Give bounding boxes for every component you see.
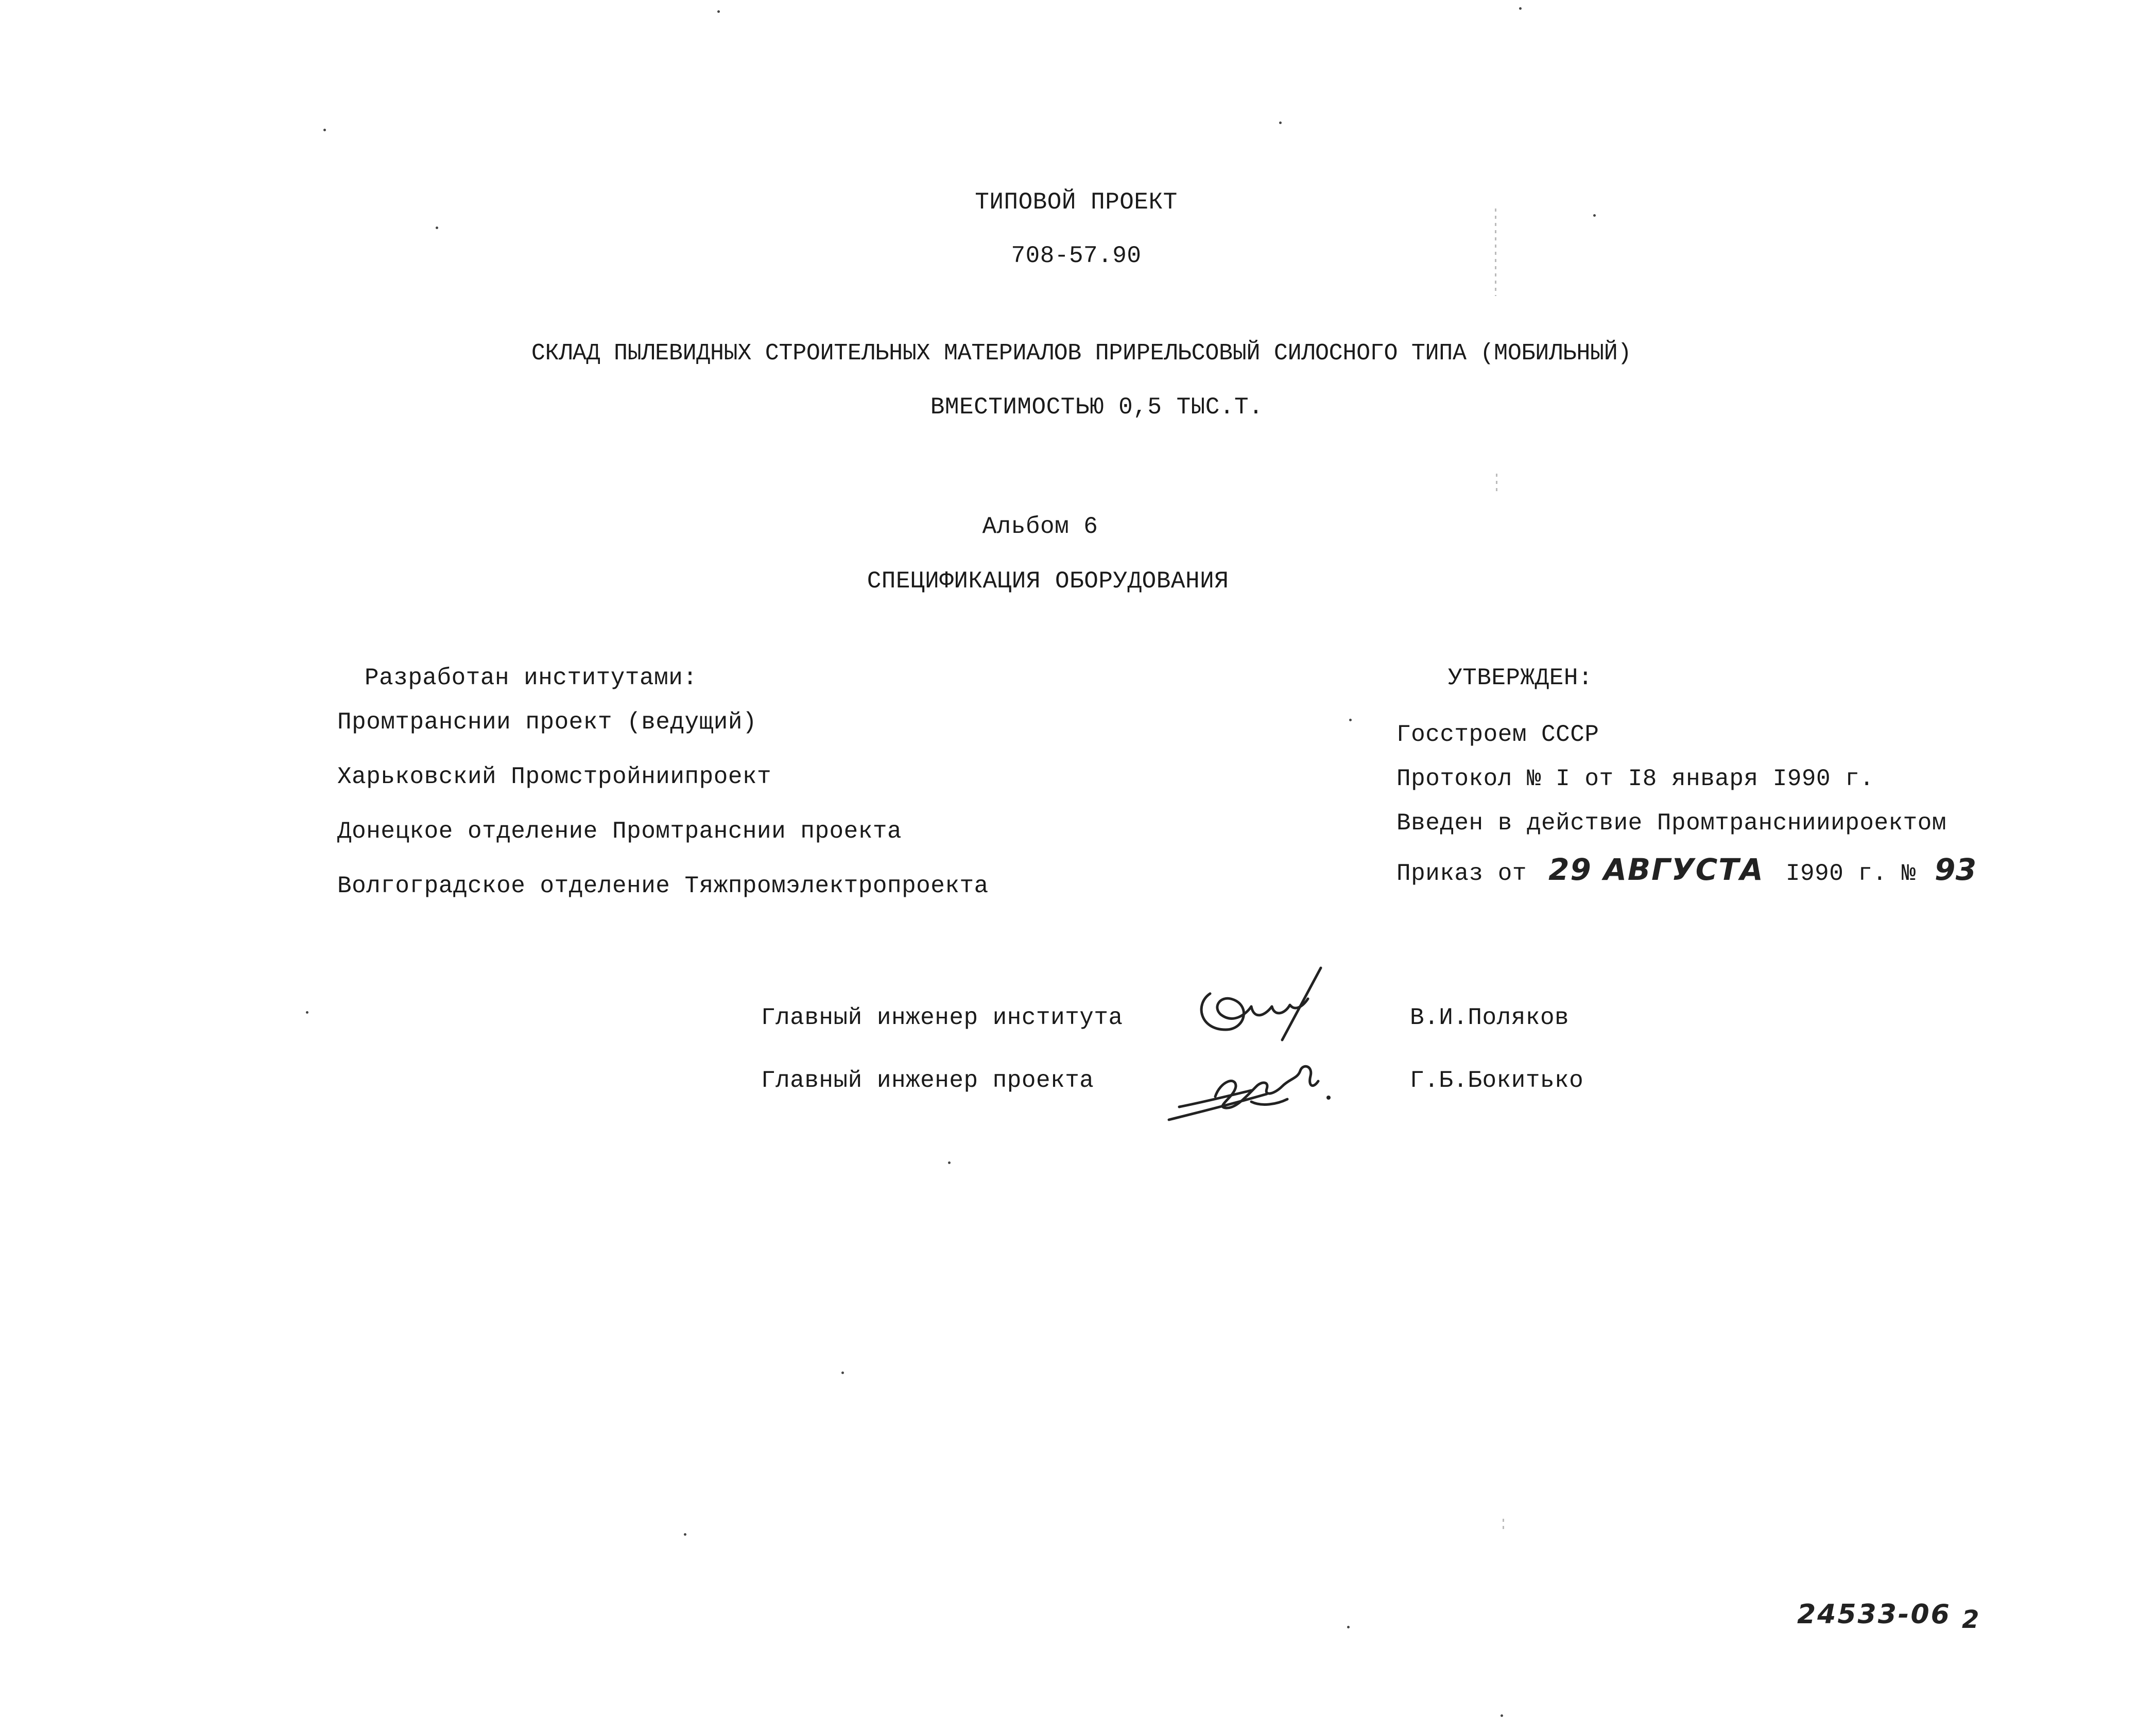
- institute-3: Донецкое отделение Промтранснии проекта: [337, 818, 902, 845]
- institute-1: Промтранснии проект (ведущий): [337, 709, 757, 736]
- order-prefix: Приказ от: [1396, 860, 1527, 887]
- scan-speck: [306, 1011, 308, 1014]
- order-date-handwritten: 29 АВГУСТА: [1548, 852, 1764, 887]
- institute-4: Волгоградское отделение Тяжпромэлектропроекта: [337, 873, 989, 899]
- page-number: 2: [1962, 1605, 1979, 1634]
- project-type: ТИПОВОЙ ПРОЕКТ: [975, 189, 1178, 216]
- scan-speck: [684, 1533, 686, 1536]
- developed-heading: Разработан институтами:: [365, 665, 698, 691]
- inventory-number: 24533-06: [1797, 1599, 1951, 1630]
- signature-mark-2: [1159, 1050, 1344, 1127]
- institute-2: Харьковский Промстройниипроект: [337, 763, 772, 790]
- signature-name-1: В.И.Поляков: [1410, 1004, 1570, 1031]
- scan-speck: [1501, 1714, 1503, 1717]
- scan-speck: [1279, 121, 1282, 124]
- scan-speck: [1347, 1626, 1350, 1628]
- approved-order: [1396, 852, 1977, 887]
- scan-speck: [717, 10, 720, 13]
- title-line-1: СКЛАД ПЫЛЕВИДНЫХ СТРОИТЕЛЬНЫХ МАТЕРИАЛОВ ПРИРЕЛЬСОВЫЙ СИЛОСНОГО ТИПА (МОБИЛЬНЫЙ): [531, 340, 1632, 367]
- scan-speck: [841, 1372, 844, 1374]
- scan-artifact: [1496, 474, 1497, 494]
- signature-mark-1: [1189, 958, 1334, 1055]
- title-line-2: ВМЕСТИМОСТЬЮ 0,5 ТЫС.Т.: [930, 394, 1264, 421]
- approved-enacted: Введен в действие Промтранснииироектом: [1396, 810, 1946, 837]
- approved-protocol: Протокол № I от I8 января I990 г.: [1396, 766, 1874, 792]
- scan-speck: [948, 1161, 951, 1164]
- scan-artifact: [1503, 1519, 1504, 1530]
- album-name: СПЕЦИФИКАЦИЯ ОБОРУДОВАНИЯ: [867, 568, 1229, 595]
- signature-name-2: Г.Б.Бокитько: [1410, 1067, 1584, 1094]
- scan-speck: [436, 227, 438, 229]
- album-label: Альбом 6: [982, 513, 1098, 540]
- project-number: 708-57.90: [1011, 242, 1142, 269]
- scan-speck: [323, 129, 326, 131]
- order-year: I990 г. №: [1785, 860, 1916, 887]
- signature-role-1: Главный инженер института: [761, 1004, 1123, 1031]
- scan-speck: [1519, 7, 1522, 10]
- scan-speck: [1593, 214, 1596, 217]
- signature-role-2: Главный инженер проекта: [761, 1067, 1094, 1094]
- scan-speck: [1349, 719, 1352, 721]
- scan-artifact: [1495, 209, 1496, 296]
- approved-by: Госстроем СССР: [1396, 721, 1599, 748]
- order-number-handwritten: 93: [1934, 852, 1977, 887]
- approved-heading: УТВЕРЖДЕН:: [1448, 665, 1593, 691]
